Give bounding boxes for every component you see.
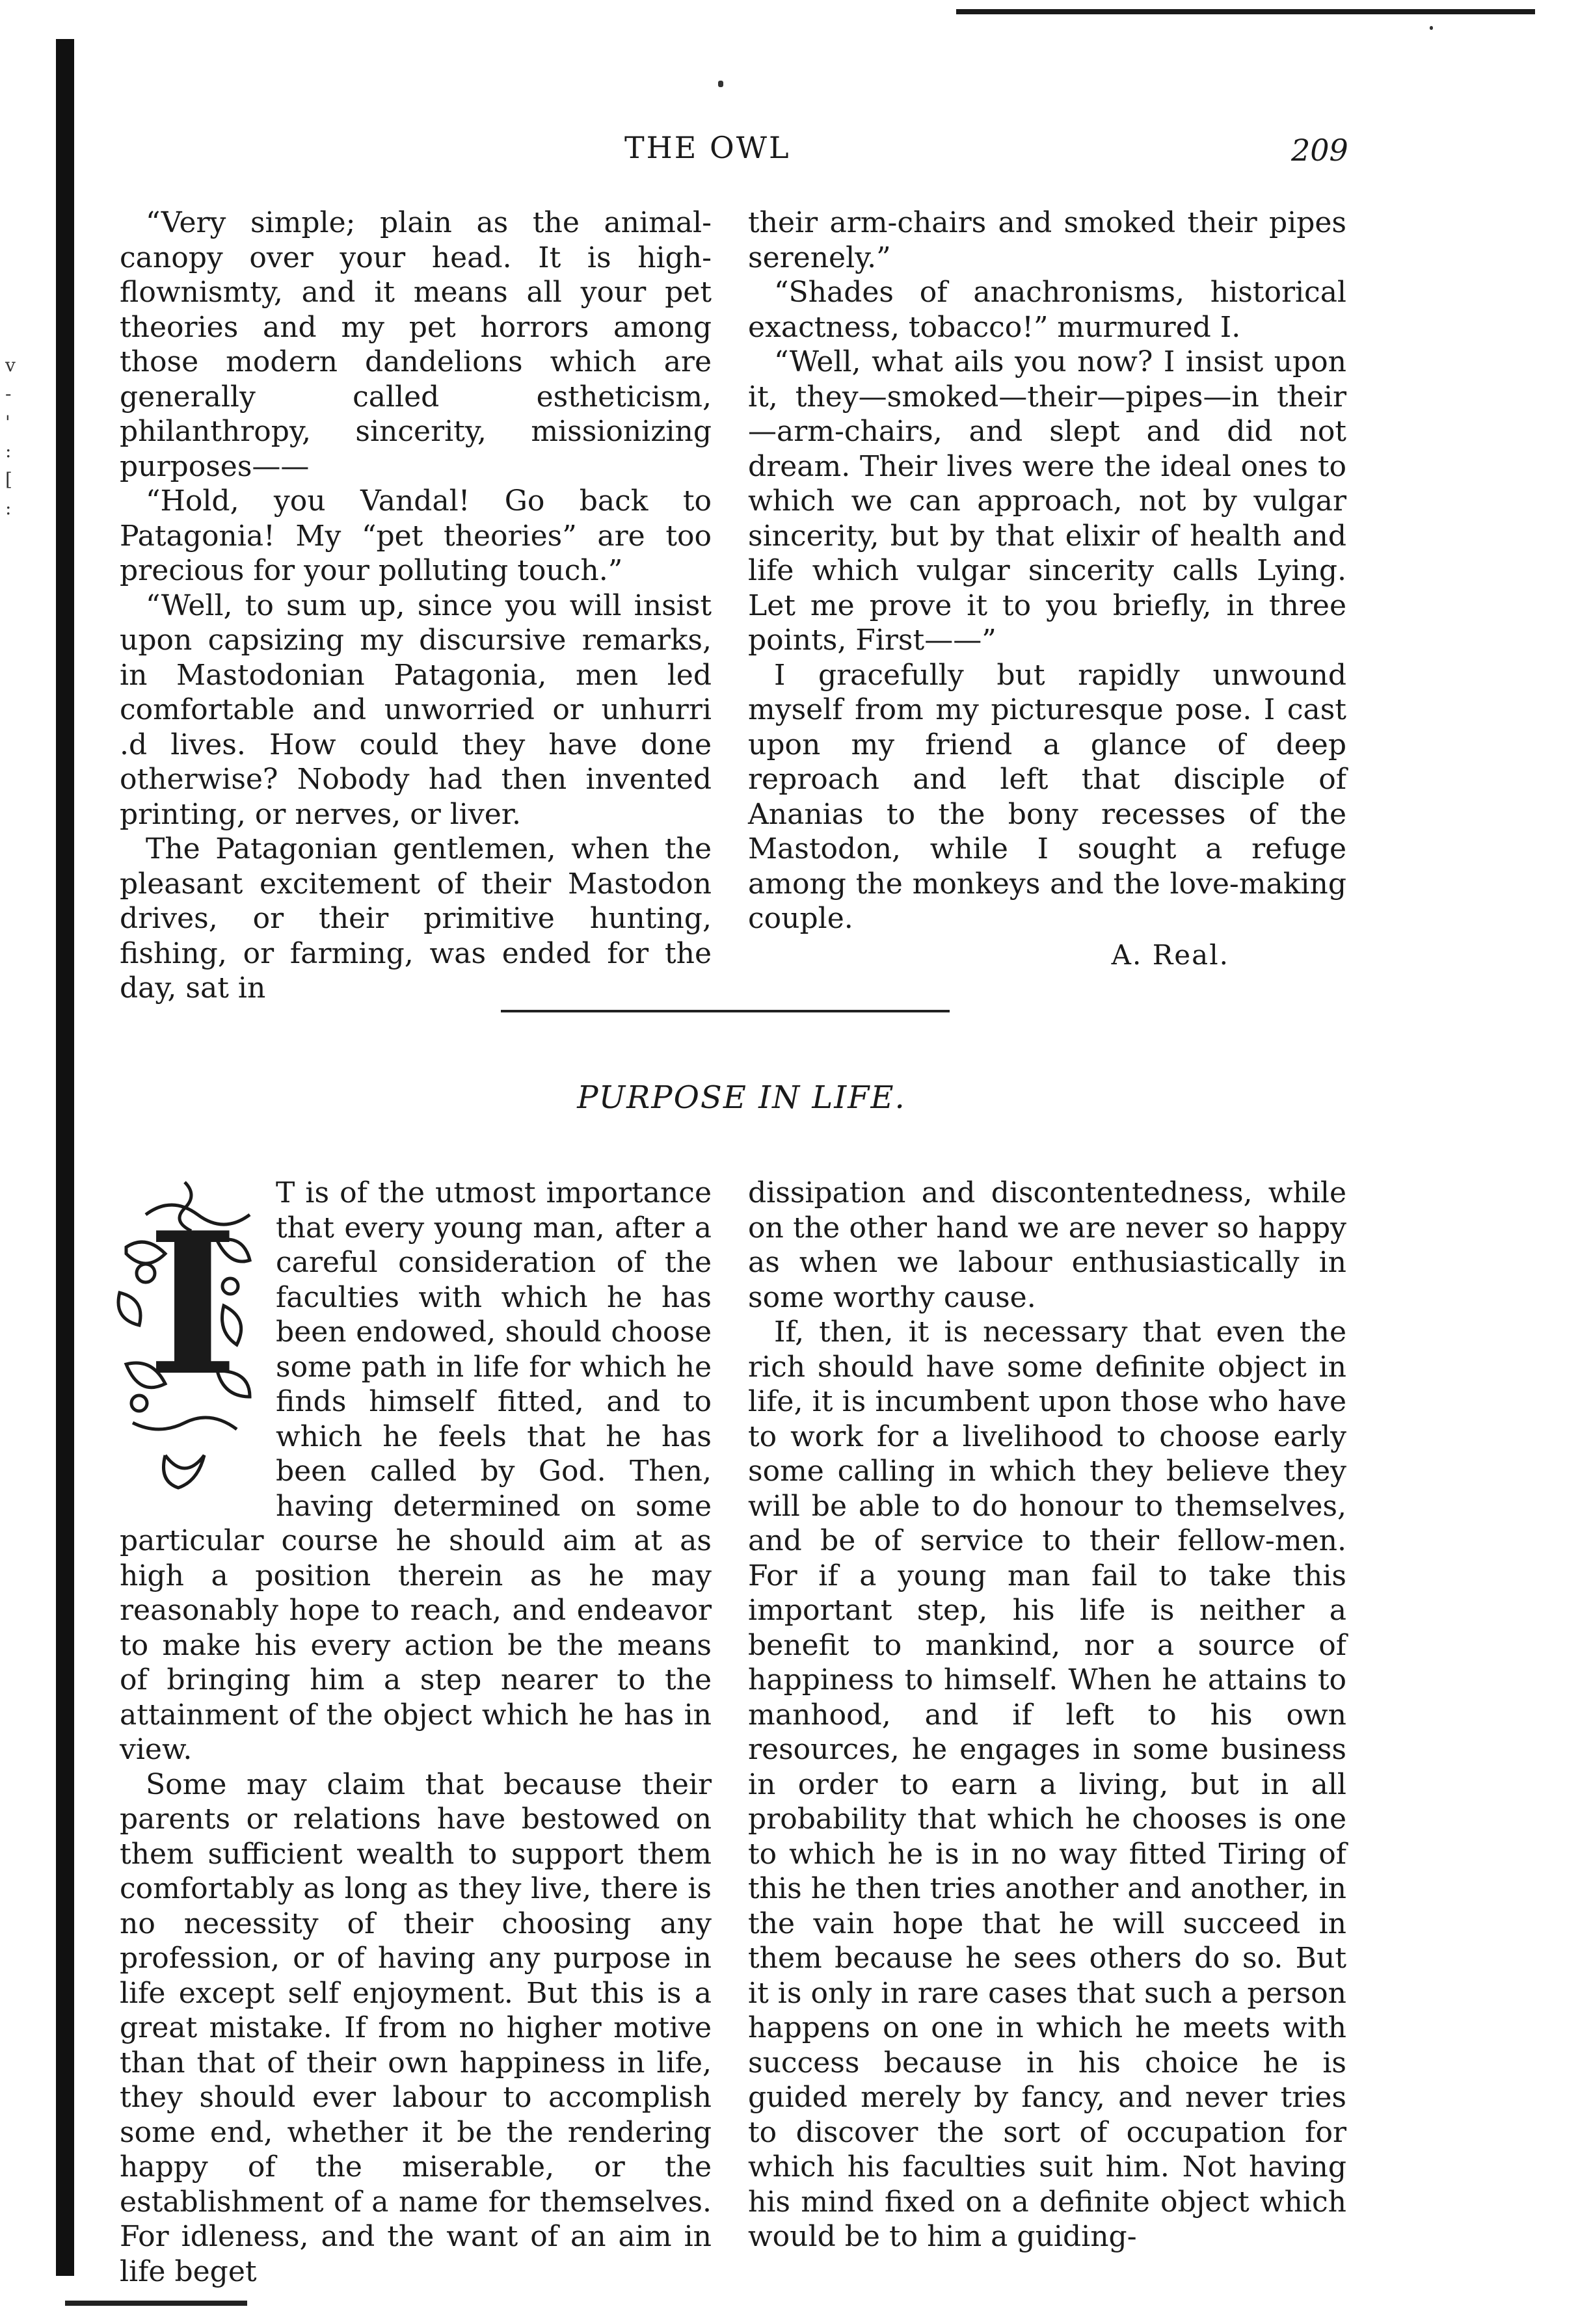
paragraph: “Very simple; plain as the animal-canopy over your head. It is high-flownismty, and it means all your pet theories and my pet horrors among those modern dandelions which are generally called estheticism, philanthropy, sincerity, missionizing purposes——	[120, 206, 712, 483]
paragraph: “Well, to sum up, since you will insist upon capsizing my discursive remarks, in Mastodonian Patagonia, men led comfortable and unworried or unhurri .d lives. How could they have done otherwise? Nobody had then invented printing, or nerves, or liver.	[120, 588, 712, 831]
margin-mark: '	[5, 412, 10, 433]
paragraph: Some may claim that because their parents or relations have bestowed on them sufficient wealth to support them comfortably as long as they live, there is no necessity of their choosing any profession, or of having any purpose in life except self enjoyment. But this is a great mistake. If from no higher motive than that of their own happiness in life, they should ever labour to accomplish some end, whether it be the rendering happy of the miserable, or the establishment of a name for themselves. For idleness, and the want of an aim in life beget	[120, 1767, 712, 2288]
article-title: PURPOSE IN LIFE.	[577, 1079, 906, 1116]
paragraph: “Hold, you Vandal! Go back to Patagonia! My “pet theories” are too precious for your polluting touch.”	[120, 484, 712, 587]
scan-speck	[1430, 26, 1433, 30]
paragraph: “Well, what ails you now? I insist upon it, they—smoked—their—pipes—in their—arm-chairs, and slept and did not dream. Their lives were the ideal ones to which we can approach, not by vulgar sincerity, but by that elixir of health and life which vulgar sincerity calls Lying. Let me prove it to you briefly, in three points, First——”	[748, 345, 1346, 657]
paragraph: dissipation and discontentedness, while on the other hand we are never so happy as when we labour enthusiastically in some worthy cause.	[748, 1176, 1346, 1314]
margin-mark: :	[5, 440, 12, 462]
margin-mark: :	[5, 497, 12, 519]
page-number: 209	[1291, 133, 1348, 168]
margin-mark: v	[5, 354, 16, 376]
paragraph: The Patagonian gentlemen, when the pleasant excitement of their Mastodon drives, or their primitive hunting, fishing, or farming, was ended for the day, sat in	[120, 832, 712, 1005]
margin-marks	[5, 351, 25, 523]
section-divider	[501, 1010, 950, 1012]
article1-left-column	[120, 205, 712, 1006]
scan-bottom-edge	[65, 2301, 247, 2306]
paragraph: I gracefully but rapidly unwound myself from my picturesque pose. I cast upon my friend a glance of deep reproach and left that disciple of Ananias to the bony recesses of the Mastodon, while I sought a refuge among the monkeys and the love-making couple.	[748, 658, 1346, 935]
article1-right-column	[748, 205, 1346, 972]
author-signature: A. Real.	[1111, 938, 1229, 971]
dropcap-letter: I	[147, 1189, 239, 1419]
paragraph: “Shades of anachronisms, historical exactness, tobacco!” murmured I.	[748, 276, 1346, 344]
paragraph: If, then, it is necessary that even the rich should have some definite object in life, it is incumbent upon those who have to work for a livelihood to choose early some calling in which they believe they will be able to do honour to themselves, and be of service to their fellow-men. For if a young man fail to take this important step, his life is neither a benefit to mankind, nor a source of happiness to himself. When he attains to manhood, and if left to his own resources, he engages in some business in order to earn a living, but in all probability that which he chooses is one to which he is in no way fitted Tiring of this he then tries another and another, in the vain hope that he will succeed in them because he sees others do so. But it is only in rare cases that such a person happens on one in which he meets with success because in his choice he is guided merely by fancy, and never tries to discover the sort of occupation for which his faculties suit him. Not having his mind fixed on a definite object which would be to him a guiding-	[748, 1315, 1346, 2253]
article2-right-column	[748, 1176, 1346, 2254]
margin-mark: [	[5, 469, 12, 490]
scan-speck	[718, 81, 723, 87]
paragraph: their arm-chairs and smoked their pipes serenely.”	[748, 206, 1346, 274]
ornamental-dropcap	[107, 1176, 263, 1494]
scan-top-rule	[956, 9, 1535, 14]
page-header	[0, 130, 1591, 176]
scan-binding-edge	[56, 39, 74, 2276]
paragraph: T is of the utmost importance that every young man, after a careful consideration of the faculties with which he has been endowed, should choose some path in life for which he finds himself fitted, and to which he feels that he has been called by God. Then, having determined on some particular course he should aim at as high a position therein as he may reasonably hope to reach, and endeavor to make his every action be the means of bringing him a step nearer to the attainment of the object which he has in view.	[120, 1176, 712, 1766]
running-title: THE OWL	[624, 130, 791, 165]
margin-mark: -	[5, 383, 12, 404]
article2-left-column	[120, 1176, 712, 2289]
